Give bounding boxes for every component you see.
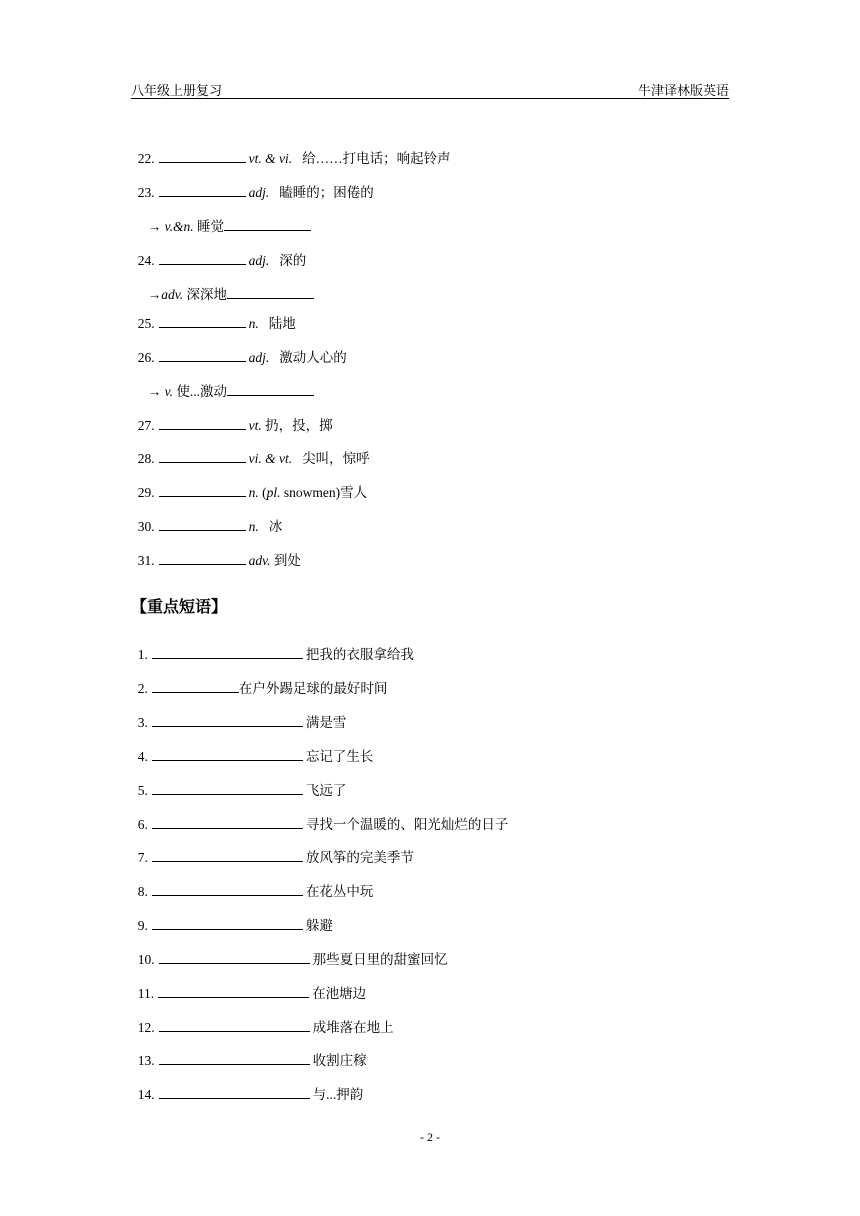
word-item-28 [131,431,370,468]
answer-blank[interactable] [159,183,246,197]
phrase-item-7 [131,830,414,867]
part-of-speech: adv. [161,287,184,302]
item-number: 13. [137,1053,155,1068]
word-item-23 [131,165,374,202]
answer-blank[interactable] [227,382,314,396]
word-meaning: 冰 [268,519,283,534]
header-right-title: 牛津译林版英语 [637,83,729,98]
answer-blank[interactable] [159,517,246,531]
word-meaning: 激动人心的 [279,350,347,365]
arrow-icon: → [147,219,162,234]
answer-blank[interactable] [152,679,239,693]
item-number: 7. [137,850,148,865]
phrase-item-4 [131,729,373,766]
word-item-22 [131,131,451,168]
answer-blank[interactable] [159,1051,310,1065]
plural-open: ( [262,485,267,500]
word-item-27 [131,398,333,435]
answer-blank[interactable] [159,314,246,328]
answer-blank[interactable] [152,882,303,896]
derived-word-26 [141,364,317,401]
answer-blank[interactable] [152,848,303,862]
item-number: 2. [137,681,148,696]
item-number: 30. [137,519,155,534]
phrase-meaning: 放风筝的完美季节 [305,850,414,865]
word-meaning: 深的 [279,253,307,268]
part-of-speech: v. [164,384,173,399]
phrase-meaning: 在花丛中玩 [305,884,374,899]
phrase-meaning: 寻找一个温暖的、阳光灿烂的日子 [305,817,509,832]
answer-blank[interactable] [159,551,246,565]
answer-blank[interactable] [152,781,303,795]
phrase-item-12 [131,1000,394,1037]
word-item-29 [131,465,367,502]
word-meaning: 扔，投，掷 [265,418,333,433]
phrase-item-11 [131,966,366,1003]
phrase-item-14 [131,1067,363,1104]
answer-blank[interactable] [159,483,246,497]
part-of-speech: vt. & vi. [248,151,293,166]
phrase-meaning: 那些夏日里的甜蜜回忆 [312,952,448,967]
part-of-speech: v.&n. [164,219,194,234]
word-meaning: 深深地 [186,287,227,302]
page-header [131,78,729,99]
arrow-icon: → [147,384,162,399]
item-number: 27. [137,418,155,433]
answer-blank[interactable] [152,916,303,930]
answer-blank[interactable] [159,1085,310,1099]
phrase-item-8 [131,864,373,901]
answer-blank[interactable] [159,149,246,163]
item-number: 26. [137,350,155,365]
word-meaning: 尖叫，惊呼 [302,451,370,466]
answer-blank[interactable] [159,950,310,964]
word-item-31 [131,533,301,570]
item-number: 8. [137,884,148,899]
part-of-speech: vi. & vt. [248,451,293,466]
answer-blank[interactable] [158,984,309,998]
answer-blank[interactable] [152,747,303,761]
header-left-title: 八年级上册复习 [131,83,223,98]
answer-blank[interactable] [159,449,246,463]
word-item-26 [131,330,347,367]
phrase-item-10 [131,932,448,969]
answer-blank[interactable] [159,1018,310,1032]
phrase-item-3 [131,695,346,732]
part-of-speech: n. [248,316,259,331]
item-number: 31. [137,553,155,568]
phrase-meaning: 成堆落在地上 [312,1020,394,1035]
answer-blank[interactable] [152,713,303,727]
phrase-item-5 [131,763,346,800]
plural-label: pl. [266,485,281,500]
item-number: 5. [137,783,148,798]
derived-word-23 [141,199,314,236]
phrase-item-1 [131,627,414,664]
item-number: 14. [137,1087,155,1102]
answer-blank[interactable] [159,251,246,265]
word-meaning: 使...激动 [176,384,227,399]
arrow-icon: → [147,287,162,302]
page-number: - 2 - [420,1130,440,1144]
item-number: 29. [137,485,155,500]
answer-blank[interactable] [152,815,303,829]
answer-blank[interactable] [159,348,246,362]
phrase-meaning: 飞远了 [305,783,347,798]
part-of-speech: n. [248,485,259,500]
word-meaning: 到处 [273,553,301,568]
part-of-speech: adj. [248,253,270,268]
word-meaning: snowmen)雪人 [283,485,368,500]
item-number: 25. [137,316,155,331]
answer-blank[interactable] [159,416,246,430]
item-number: 4. [137,749,148,764]
part-of-speech: adv. [248,553,271,568]
item-number: 10. [137,952,155,967]
phrase-item-13 [131,1033,367,1070]
answer-blank[interactable] [224,217,311,231]
item-number: 28. [137,451,155,466]
item-number: 6. [137,817,148,832]
phrase-item-2 [131,661,387,698]
word-item-30 [131,499,282,536]
phrase-meaning: 在池塘边 [312,986,367,1001]
phrase-meaning: 把我的衣服拿给我 [305,647,414,662]
item-number: 1. [137,647,148,662]
answer-blank[interactable] [152,645,303,659]
item-number: 22. [137,151,155,166]
phrase-meaning: 收割庄稼 [312,1053,367,1068]
phrase-item-6 [131,797,508,834]
part-of-speech: adj. [248,350,270,365]
word-item-25 [131,296,296,333]
item-number: 9. [137,918,148,933]
part-of-speech: adj. [248,185,270,200]
item-number: 12. [137,1020,155,1035]
item-number: 23. [137,185,155,200]
item-number: 3. [137,715,148,730]
word-meaning: 瞌睡的；困倦的 [279,185,374,200]
word-item-24 [131,233,306,270]
phrase-meaning: 忘记了生长 [305,749,374,764]
part-of-speech: vt. [248,418,262,433]
phrase-meaning: 躲避 [305,918,333,933]
item-number: 11. [137,986,155,1001]
item-number: 24. [137,253,155,268]
word-meaning: 睡觉 [197,219,224,234]
part-of-speech: n. [248,519,259,534]
phrase-item-9 [131,898,333,935]
section-title: 【重点短语】 [131,597,228,616]
phrase-meaning: 在户外踢足球的最好时间 [238,681,388,696]
phrase-meaning: 与...押韵 [312,1087,364,1102]
word-meaning: 给……打电话；响起铃声 [302,151,451,166]
word-meaning: 陆地 [268,316,296,331]
phrase-meaning: 满是雪 [305,715,347,730]
